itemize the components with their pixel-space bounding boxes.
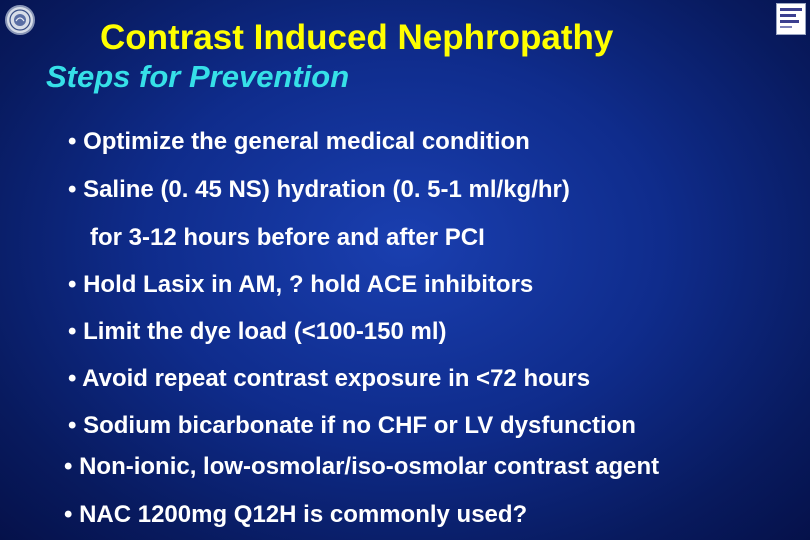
bullet-item: • Optimize the general medical condition bbox=[68, 128, 530, 155]
bullet-item: • Saline (0. 45 NS) hydration (0. 5-1 ml/kg/hr) bbox=[68, 176, 570, 203]
slide-title: Contrast Induced Nephropathy bbox=[100, 18, 614, 57]
slide-subtitle: Steps for Prevention bbox=[46, 59, 350, 94]
seal-logo-icon bbox=[5, 5, 35, 35]
bullet-item: • Sodium bicarbonate if no CHF or LV dysfunction bbox=[68, 412, 636, 439]
bullet-item: • NAC 1200mg Q12H is commonly used? bbox=[64, 501, 528, 528]
bullet-item: • Limit the dye load (<100-150 ml) bbox=[68, 318, 447, 345]
mount-sinai-logo-icon bbox=[776, 3, 806, 35]
bullet-item: • Avoid repeat contrast exposure in <72 hours bbox=[68, 365, 591, 392]
bullet-item: • Hold Lasix in AM, ? hold ACE inhibitors bbox=[68, 271, 534, 298]
bullet-item: • Non-ionic, low-osmolar/iso-osmolar contrast agent bbox=[64, 453, 660, 480]
bullet-continuation: for 3-12 hours before and after PCI bbox=[90, 224, 485, 251]
